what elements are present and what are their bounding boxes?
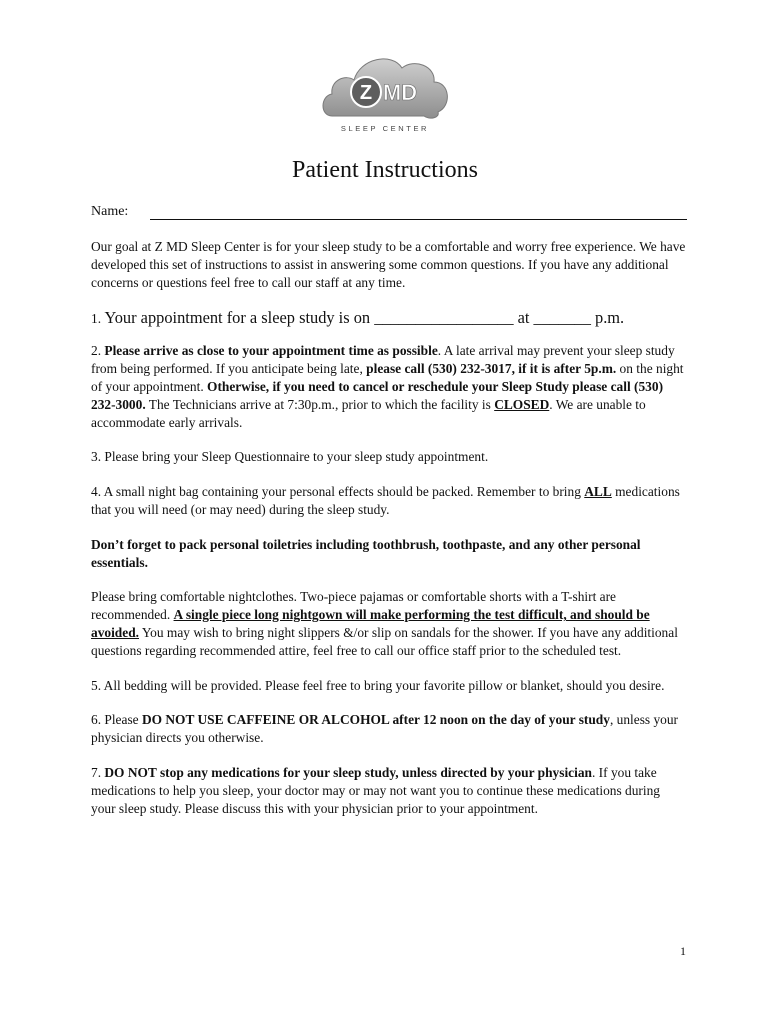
item-2-bold-2: please call (530) 232-3017, if it is after 5p.m. [366, 361, 617, 377]
nightclothes-text-1: Please bring comfortable nightclothes. Two-piece pajamas or comfortable shorts with a T-shirt are recommended. [91, 589, 616, 623]
instructions-body [91, 238, 687, 834]
item-2-closed: CLOSED [494, 396, 550, 412]
item-4-text-1: 4. A small night bag containing your personal effects should be packed. Remember to bring [91, 484, 585, 500]
name-blank-line[interactable] [150, 219, 687, 220]
item-2-bold-1: Please arrive as close to your appointment time as possible [104, 343, 438, 359]
item-2-text-1: . A late arrival may prevent your sleep study from being performed. If you anticipate being late, [91, 343, 675, 377]
item-4-text-2: medications that you will need (or may need) during the sleep study. [91, 484, 680, 517]
item-7-bold: DO NOT stop any medications for your sleep study, unless directed by your physician [104, 764, 592, 780]
name-label: Name: [91, 204, 129, 219]
name-field-row [91, 204, 687, 222]
item-1-appointment [91, 308, 687, 329]
nightclothes-paragraph [91, 588, 687, 659]
logo-mark-text: MD [382, 80, 418, 105]
item-2-text-3: The Technicians arrive at 7:30p.m., prior to which the facility is [145, 396, 495, 412]
item-2-text-4: . We are unable to accommodate early arrivals. [91, 396, 646, 430]
item-7-text-1: 7. [91, 764, 105, 780]
page-number: 1 [680, 944, 686, 958]
toiletries-text: Don’t forget to pack personal toiletries including toothbrush, toothpaste, and any other personal essentials. [91, 536, 641, 570]
item-1-text: Your appointment for a sleep study is on _________________ at _______ p.m. [101, 308, 625, 328]
item-2-text-2: on the night of your appointment. [91, 361, 684, 394]
cloud-logo-icon [318, 46, 452, 124]
item-6-caffeine [91, 711, 687, 747]
item-4-night-bag [91, 483, 687, 519]
item-6-bold: DO NOT USE CAFFEINE OR ALCOHOL after 12 noon on the day of your study [141, 712, 610, 728]
item-4-all: ALL [584, 484, 612, 500]
item-5-bedding: 5. All bedding will be provided. Please feel free to bring your favorite pillow or blanket, should you desire. [91, 677, 665, 693]
toiletries-reminder [91, 536, 687, 572]
item-2-arrival [91, 342, 687, 431]
item-1-number: 1. [91, 311, 102, 327]
item-6-text-2: , unless your physician directs you otherwise. [91, 712, 679, 746]
item-2-number: 2. [91, 343, 105, 359]
item-2-bold-3: Otherwise, if you need to cancel or reschedule your Sleep Study please call (530) 232-3000. [91, 378, 664, 412]
item-7-text-2: . If you take medications to help you sleep, your doctor may or may not want you to continue these medications during your sleep study. Please discuss this with your physician prior to your appointment. [91, 764, 660, 816]
logo-subtitle: SLEEP CENTER [340, 124, 430, 133]
nightclothes-bold: A single piece long nightgown will make performing the test difficult, and should be avoided. [91, 607, 650, 640]
logo-mark-letter: Z [359, 82, 373, 104]
page-title: Patient Instructions [292, 157, 478, 183]
intro-paragraph: Our goal at Z MD Sleep Center is for your sleep study to be a comfortable and worry free experience. We have developed this set of instructions to assist in answering some common questions. If you have any additional concerns or questions feel free to call our staff at any time. [91, 239, 686, 290]
zmd-sleep-center-logo [318, 46, 452, 138]
item-6-text-1: 6. Please [91, 712, 142, 728]
nightclothes-text-2: You may wish to bring night slippers &/or slip on sandals for the shower. If you have any additional questions regarding recommended attire, feel free to call our office staff prior to the scheduled test. [91, 624, 678, 658]
item-7-medications [91, 764, 687, 817]
item-3-questionnaire: 3. Please bring your Sleep Questionnaire to your sleep study appointment. [91, 449, 489, 465]
